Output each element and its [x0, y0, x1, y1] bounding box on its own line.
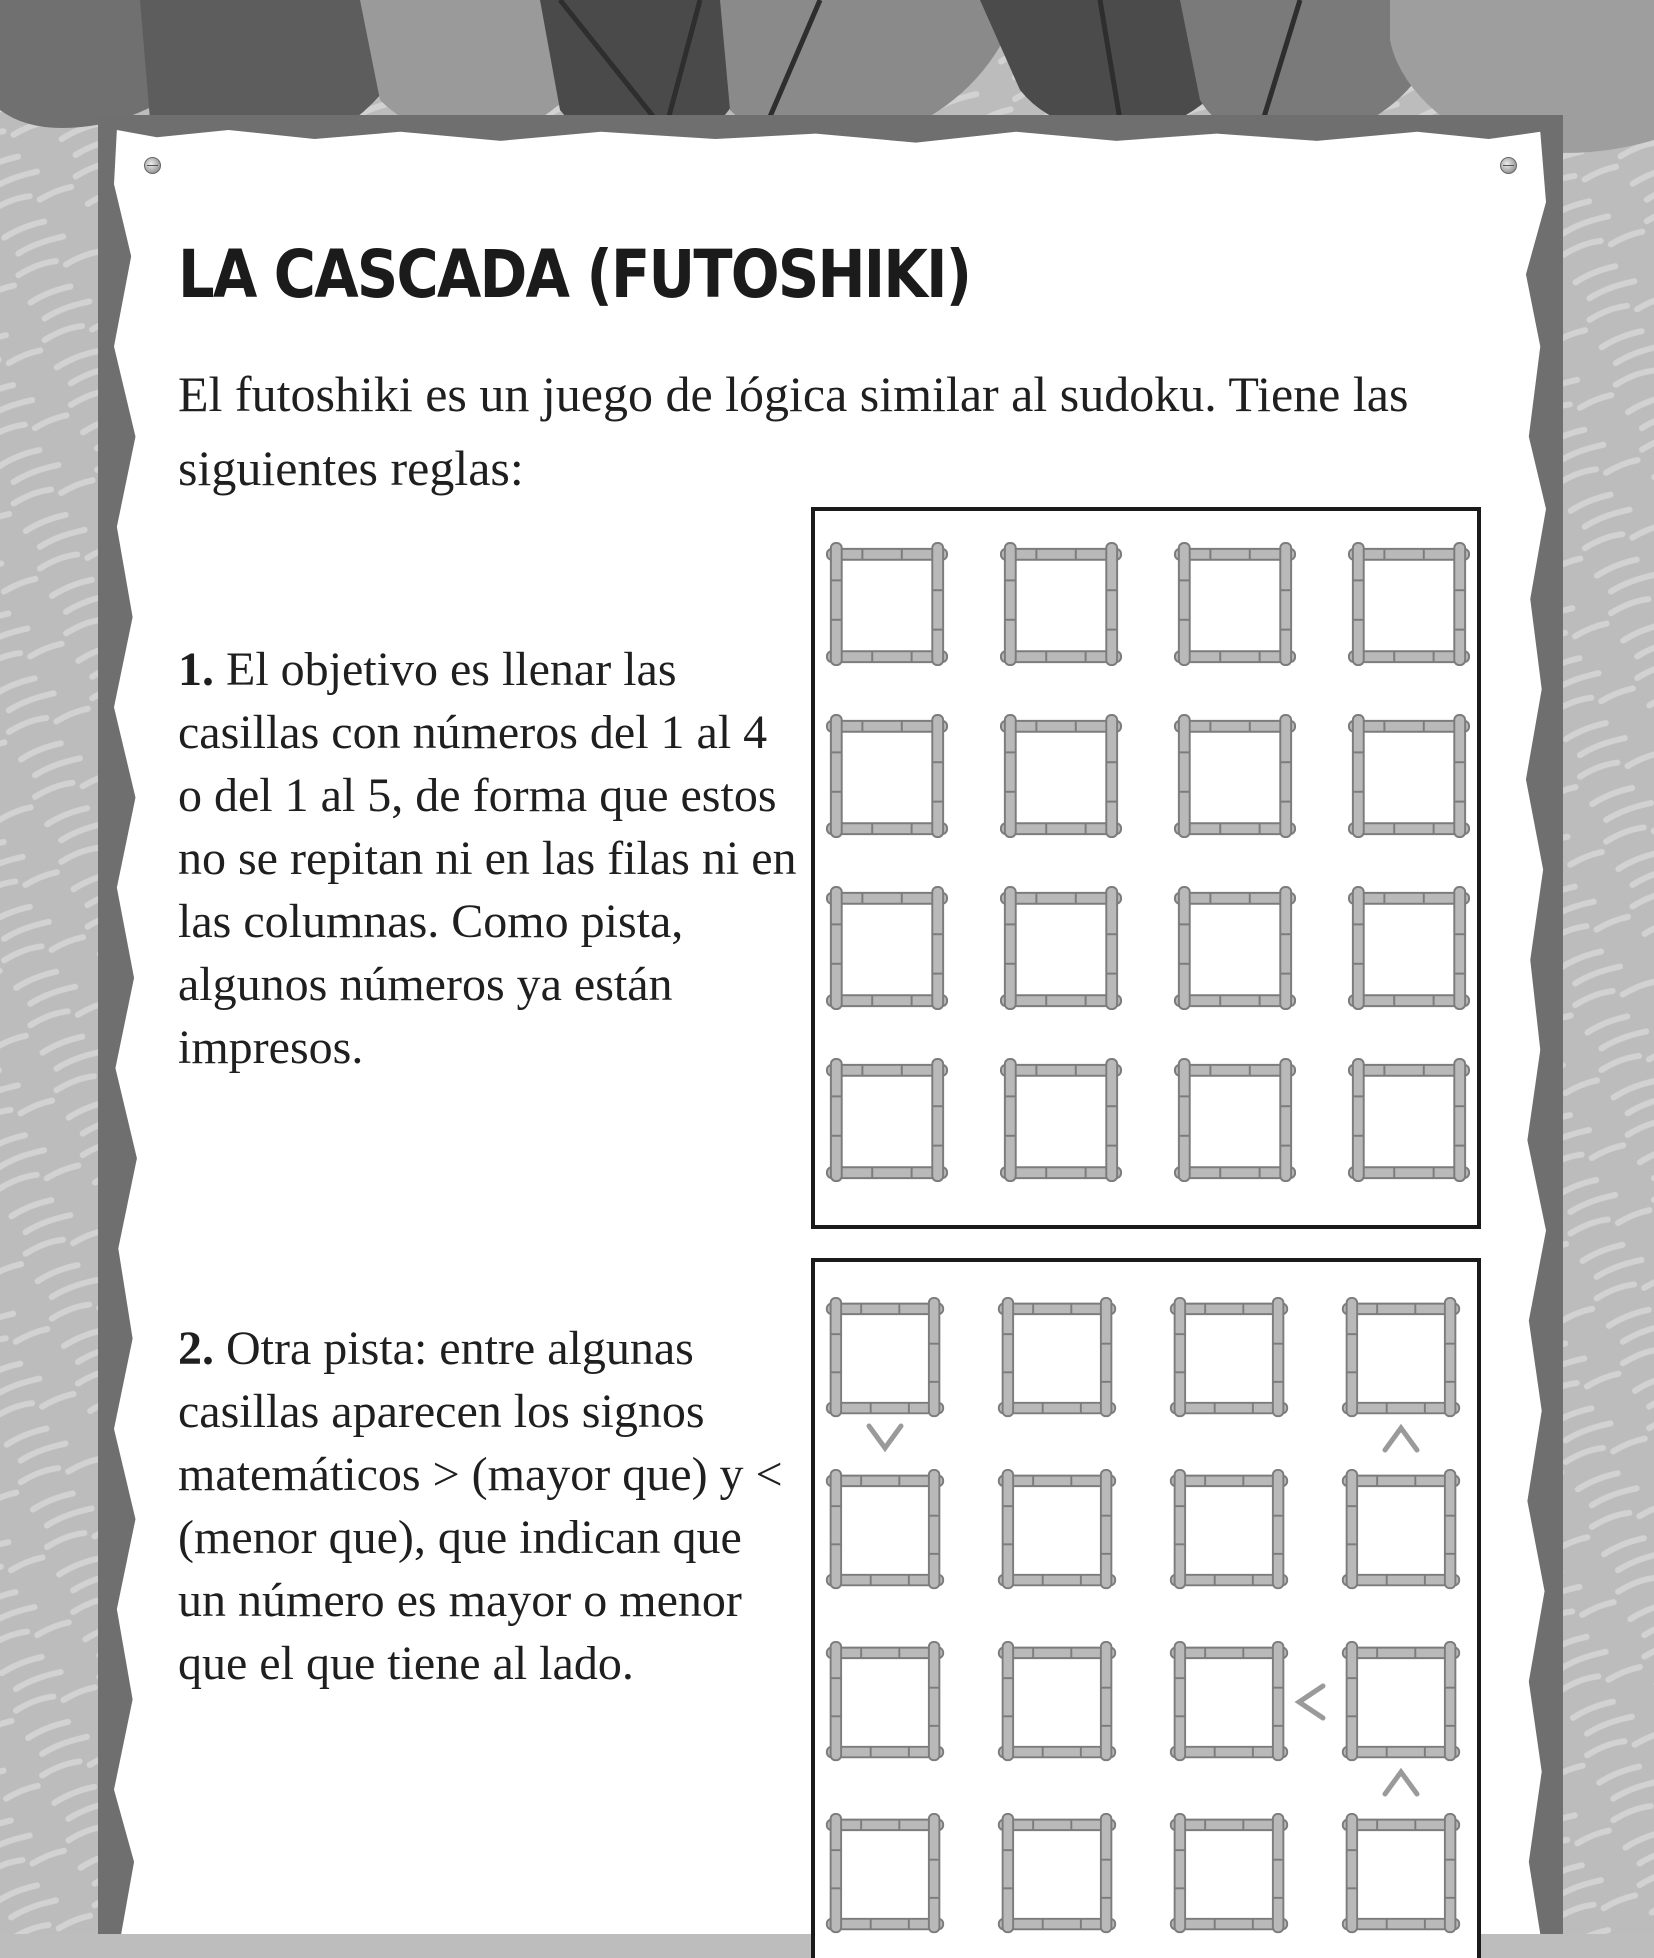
bamboo-box-icon [823, 885, 951, 1013]
rule-1-text: El objetivo es llenar las casillas con números del 1 al 4 o del 1 al 5, de forma que estos no se repitan ni en las filas ni en las columnas. Como pista, algunos números ya están impresos. [178, 643, 797, 1074]
bamboo-box-icon [1339, 1468, 1463, 1592]
futoshiki-grid-2 [811, 1258, 1481, 1958]
grid-1-cell-r3c3[interactable] [1171, 885, 1299, 1018]
bamboo-box-icon [995, 1640, 1119, 1764]
intro-text: El futoshiki es un juego de lógica similar al sudoku. Tiene las siguientes reglas: [178, 366, 1409, 496]
bamboo-box-icon [1167, 1812, 1291, 1936]
rule-2-number: 2. [178, 1322, 214, 1375]
grid-2-cell-r4c4[interactable] [1339, 1812, 1463, 1941]
bamboo-box-icon [1167, 1640, 1291, 1764]
grid-1-cell-r4c4[interactable] [1345, 1057, 1473, 1190]
grid-1-cell-r3c2[interactable] [997, 885, 1125, 1018]
bamboo-box-icon [1167, 1296, 1291, 1420]
grid-1-cell-r2c1[interactable] [823, 713, 951, 846]
bamboo-box-icon [1171, 1057, 1299, 1185]
bamboo-box-icon [995, 1468, 1119, 1592]
grid-2-cell-r3c3[interactable] [1167, 1640, 1291, 1769]
pushpin-icon [144, 157, 161, 174]
grid-2-cell-r4c2[interactable] [995, 1812, 1119, 1941]
grid-2-cell-r3c2[interactable] [995, 1640, 1119, 1769]
bamboo-box-icon [1345, 713, 1473, 841]
grid-2-cell-r4c1[interactable] [823, 1812, 947, 1941]
rule-2-text: Otra pista: entre algunas casillas aparecen los signos matemáticos > (mayor que) y < (menor que), que indican que un número es mayor o menor que el que tiene al lado. [178, 1322, 783, 1690]
grid-2-cell-r2c4[interactable] [1339, 1468, 1463, 1597]
bamboo-box-icon [823, 1468, 947, 1592]
grid-2-cell-r2c2[interactable] [995, 1468, 1119, 1597]
grid-1-cell-r1c4[interactable] [1345, 541, 1473, 674]
grid-2-cell-r1c2[interactable] [995, 1296, 1119, 1425]
bamboo-box-icon [823, 1296, 947, 1420]
grid-1-cell-r4c3[interactable] [1171, 1057, 1299, 1190]
bamboo-box-icon [1339, 1296, 1463, 1420]
grid-1-cell-r4c2[interactable] [997, 1057, 1125, 1190]
grid-1-cell-r2c3[interactable] [1171, 713, 1299, 846]
bamboo-box-icon [1345, 1057, 1473, 1185]
bamboo-box-icon [1171, 541, 1299, 669]
grid-1-cell-r2c4[interactable] [1345, 713, 1473, 846]
bamboo-box-icon [995, 1296, 1119, 1420]
grid-1-cell-r1c2[interactable] [997, 541, 1125, 674]
bamboo-box-icon [823, 541, 951, 669]
bamboo-box-icon [1171, 713, 1299, 841]
grid-1-cell-r3c1[interactable] [823, 885, 951, 1018]
bamboo-box-icon [1345, 541, 1473, 669]
bamboo-box-icon [1345, 885, 1473, 1013]
grid-2-cell-r2c3[interactable] [1167, 1468, 1291, 1597]
pushpin-icon [1500, 157, 1517, 174]
bamboo-box-icon [997, 713, 1125, 841]
bamboo-box-icon [997, 541, 1125, 669]
less-than-sign-icon [1289, 1680, 1333, 1729]
page-title: LA CASCADA (FUTOSHIKI) [178, 236, 971, 313]
rule-1-number: 1. [178, 643, 214, 696]
rule-2 [178, 1317, 798, 1695]
bamboo-box-icon [823, 713, 951, 841]
bamboo-box-icon [1339, 1640, 1463, 1764]
grid-1-cell-r1c3[interactable] [1171, 541, 1299, 674]
bamboo-box-icon [1339, 1812, 1463, 1936]
bamboo-box-icon [823, 1640, 947, 1764]
grid-2-cell-r2c1[interactable] [823, 1468, 947, 1597]
grid-2-cell-r1c1[interactable] [823, 1296, 947, 1425]
bamboo-box-icon [1171, 885, 1299, 1013]
less-than-sign-icon [1379, 1760, 1423, 1809]
grid-1-cell-r3c4[interactable] [1345, 885, 1473, 1018]
bamboo-box-icon [995, 1812, 1119, 1936]
grid-1-cell-r4c1[interactable] [823, 1057, 951, 1190]
futoshiki-grid-1 [811, 507, 1481, 1229]
grid-1-cell-r2c2[interactable] [997, 713, 1125, 846]
bamboo-box-icon [997, 1057, 1125, 1185]
less-than-sign-icon [1379, 1416, 1423, 1465]
bamboo-box-icon [1167, 1468, 1291, 1592]
greater-than-sign-icon [863, 1416, 907, 1465]
grid-2-cell-r4c3[interactable] [1167, 1812, 1291, 1941]
grid-2-cell-r1c3[interactable] [1167, 1296, 1291, 1425]
bamboo-box-icon [823, 1057, 951, 1185]
grid-1-cell-r1c1[interactable] [823, 541, 951, 674]
grid-2-cell-r1c4[interactable] [1339, 1296, 1463, 1425]
grid-2-cell-r3c4[interactable] [1339, 1640, 1463, 1769]
grid-2-cell-r3c1[interactable] [823, 1640, 947, 1769]
bamboo-box-icon [823, 1812, 947, 1936]
rule-1 [178, 638, 798, 1079]
bamboo-box-icon [997, 885, 1125, 1013]
